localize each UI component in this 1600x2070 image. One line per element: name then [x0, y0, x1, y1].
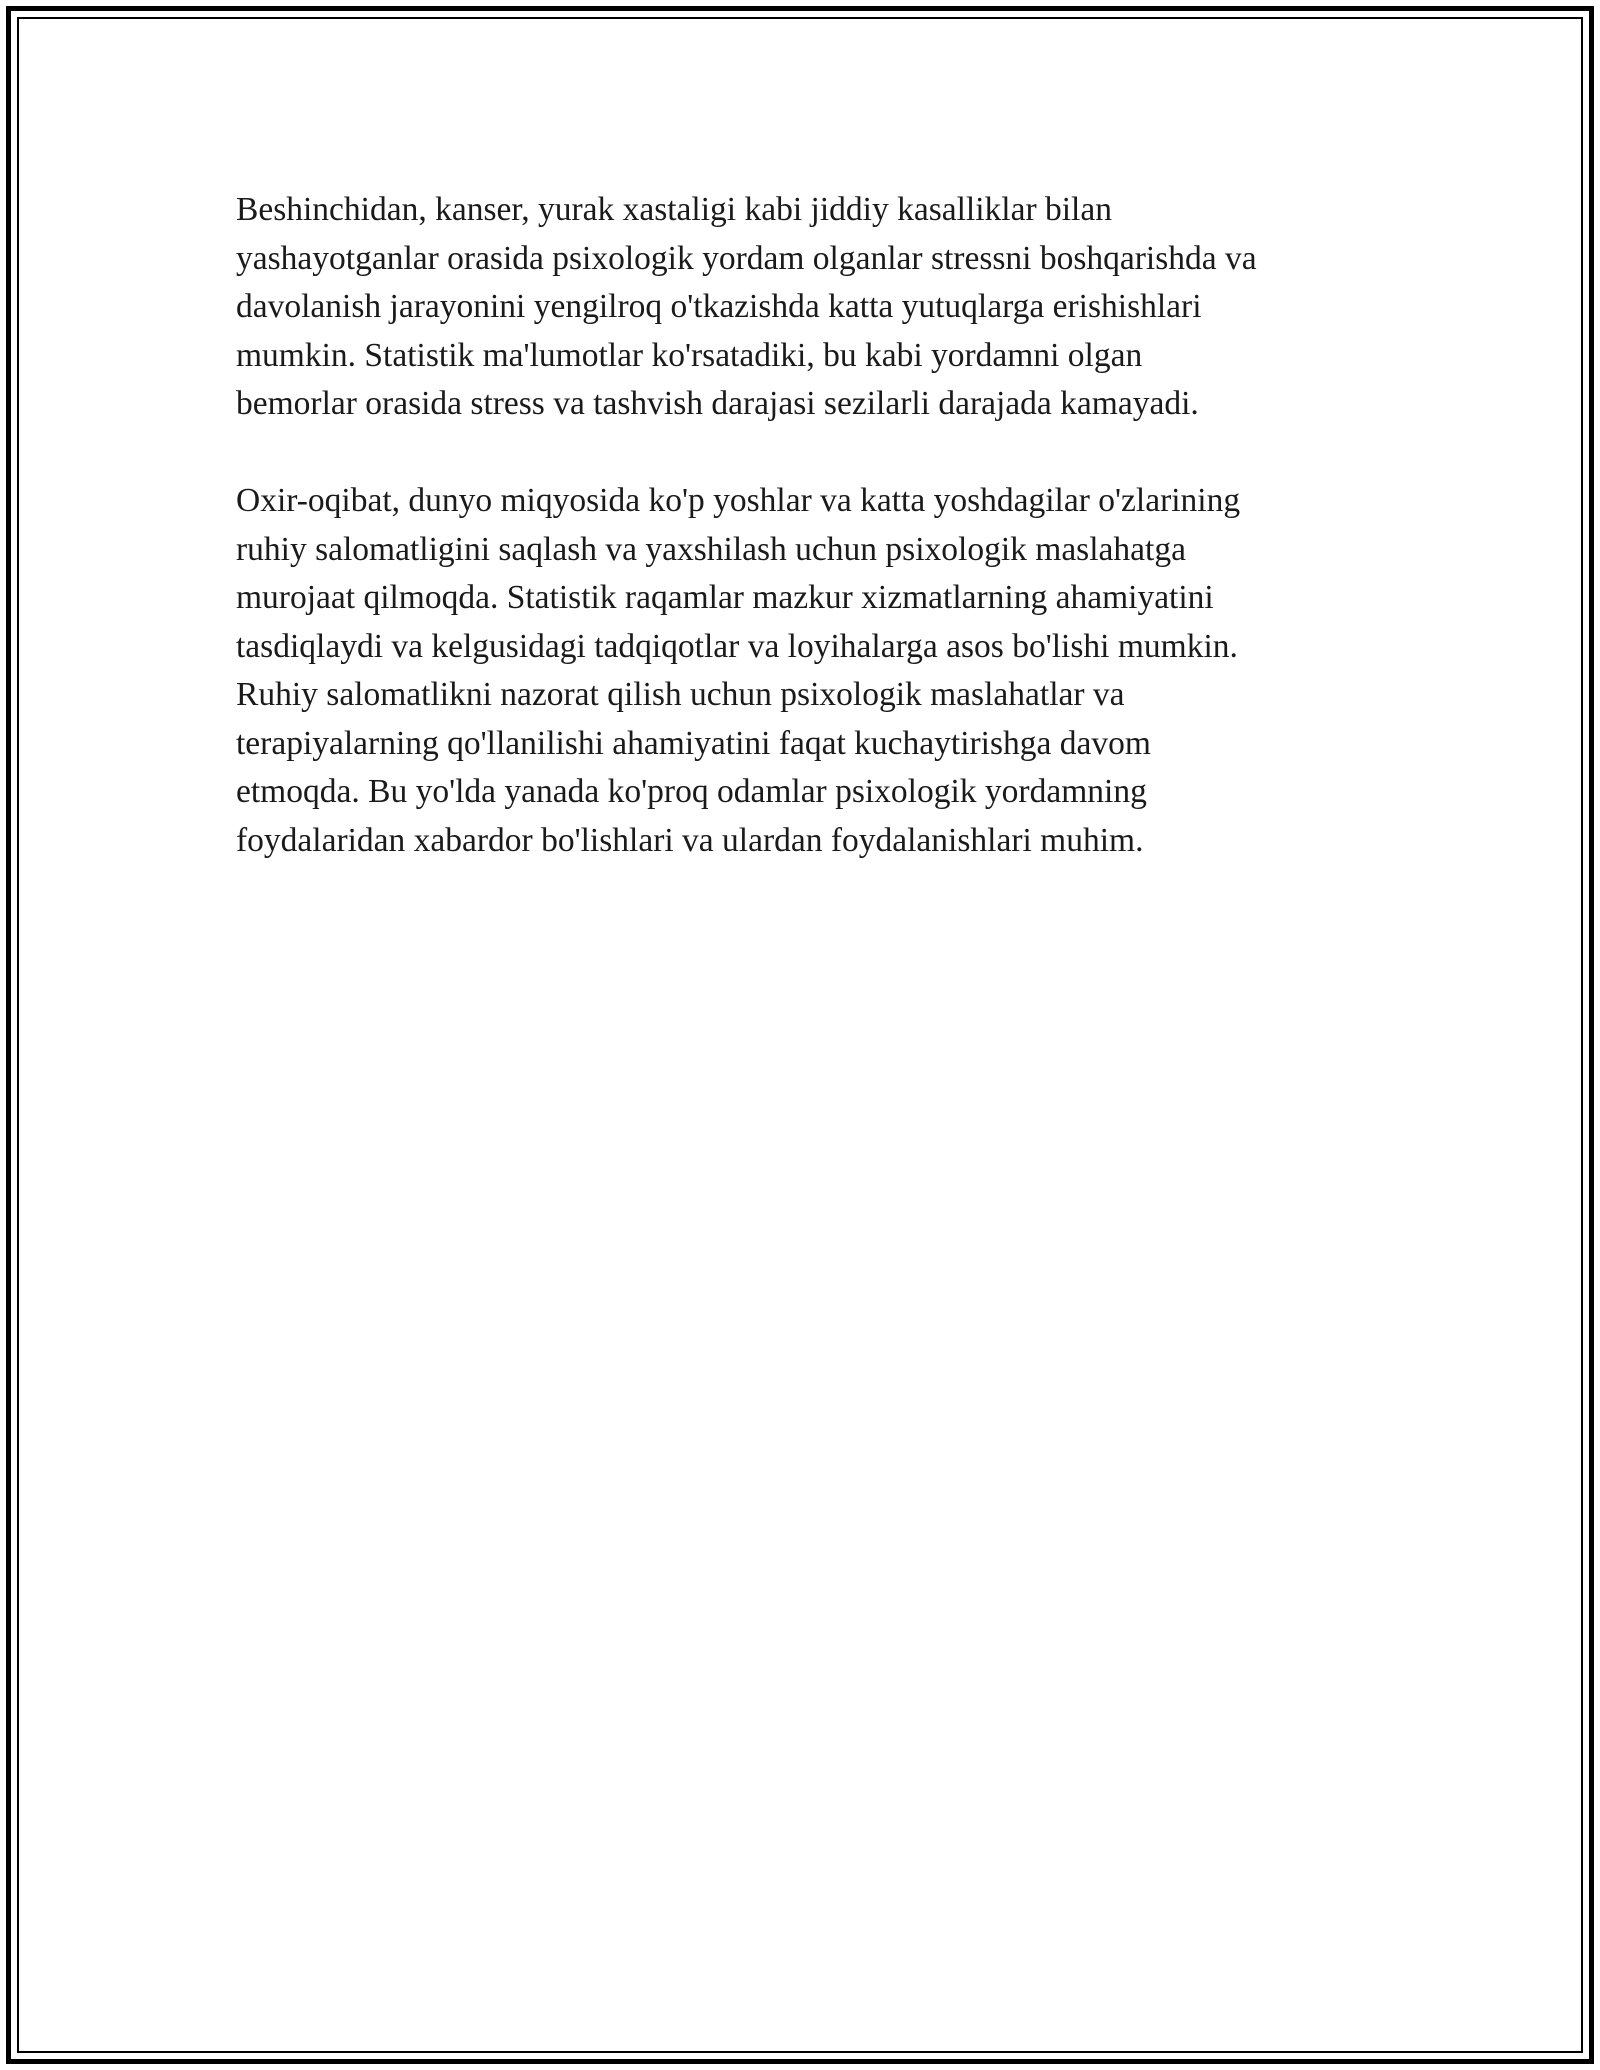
- text-line: etmoqda. Bu yo'lda yanada ko'proq odamlar psixologik yordamning: [236, 773, 1147, 810]
- text-line: davolanish jarayonini yengilroq o'tkazishda katta yutuqlarga erishishlari: [236, 288, 1202, 325]
- text-line: foydalaridan xabardor bo'lishlari va ulardan foydalanishlari muhim.: [236, 821, 1144, 859]
- text-line: terapiyalarning qo'llanilishi ahamiyatini faqat kuchaytirishga davom: [236, 724, 1151, 762]
- text-line: mumkin. Statistik ma'lumotlar ko'rsatadiki, bu kabi yordamni olgan: [236, 336, 1143, 374]
- text-line: bemorlar orasida stress va tashvish darajasi sezilarli darajada kamayadi.: [236, 385, 1199, 422]
- text-line: Oxir-oqibat, dunyo miqyosida ko'p yoshlar va katta yoshdagilar o'zlarining: [236, 482, 1241, 519]
- text-line: murojaat qilmoqda. Statistik raqamlar mazkur xizmatlarning ahamiyatini: [236, 579, 1214, 616]
- paragraph-2: [236, 477, 1376, 865]
- text-line: ruhiy salomatligini saqlash va yaxshilash uchun psixologik maslahatga: [236, 530, 1186, 568]
- text-line: yashayotganlar orasida psixologik yordam olganlar stressni boshqarishda va: [236, 239, 1257, 277]
- paragraph-1: [236, 186, 1376, 429]
- document-body: [236, 186, 1376, 914]
- text-line: tasdiqlaydi va kelgusidagi tadqiqotlar va loyihalarga asos bo'lishi mumkin.: [236, 627, 1238, 665]
- text-line: Beshinchidan, kanser, yurak xastaligi kabi jiddiy kasalliklar bilan: [236, 191, 1112, 228]
- text-line: Ruhiy salomatlikni nazorat qilish uchun psixologik maslahatlar va: [236, 676, 1125, 713]
